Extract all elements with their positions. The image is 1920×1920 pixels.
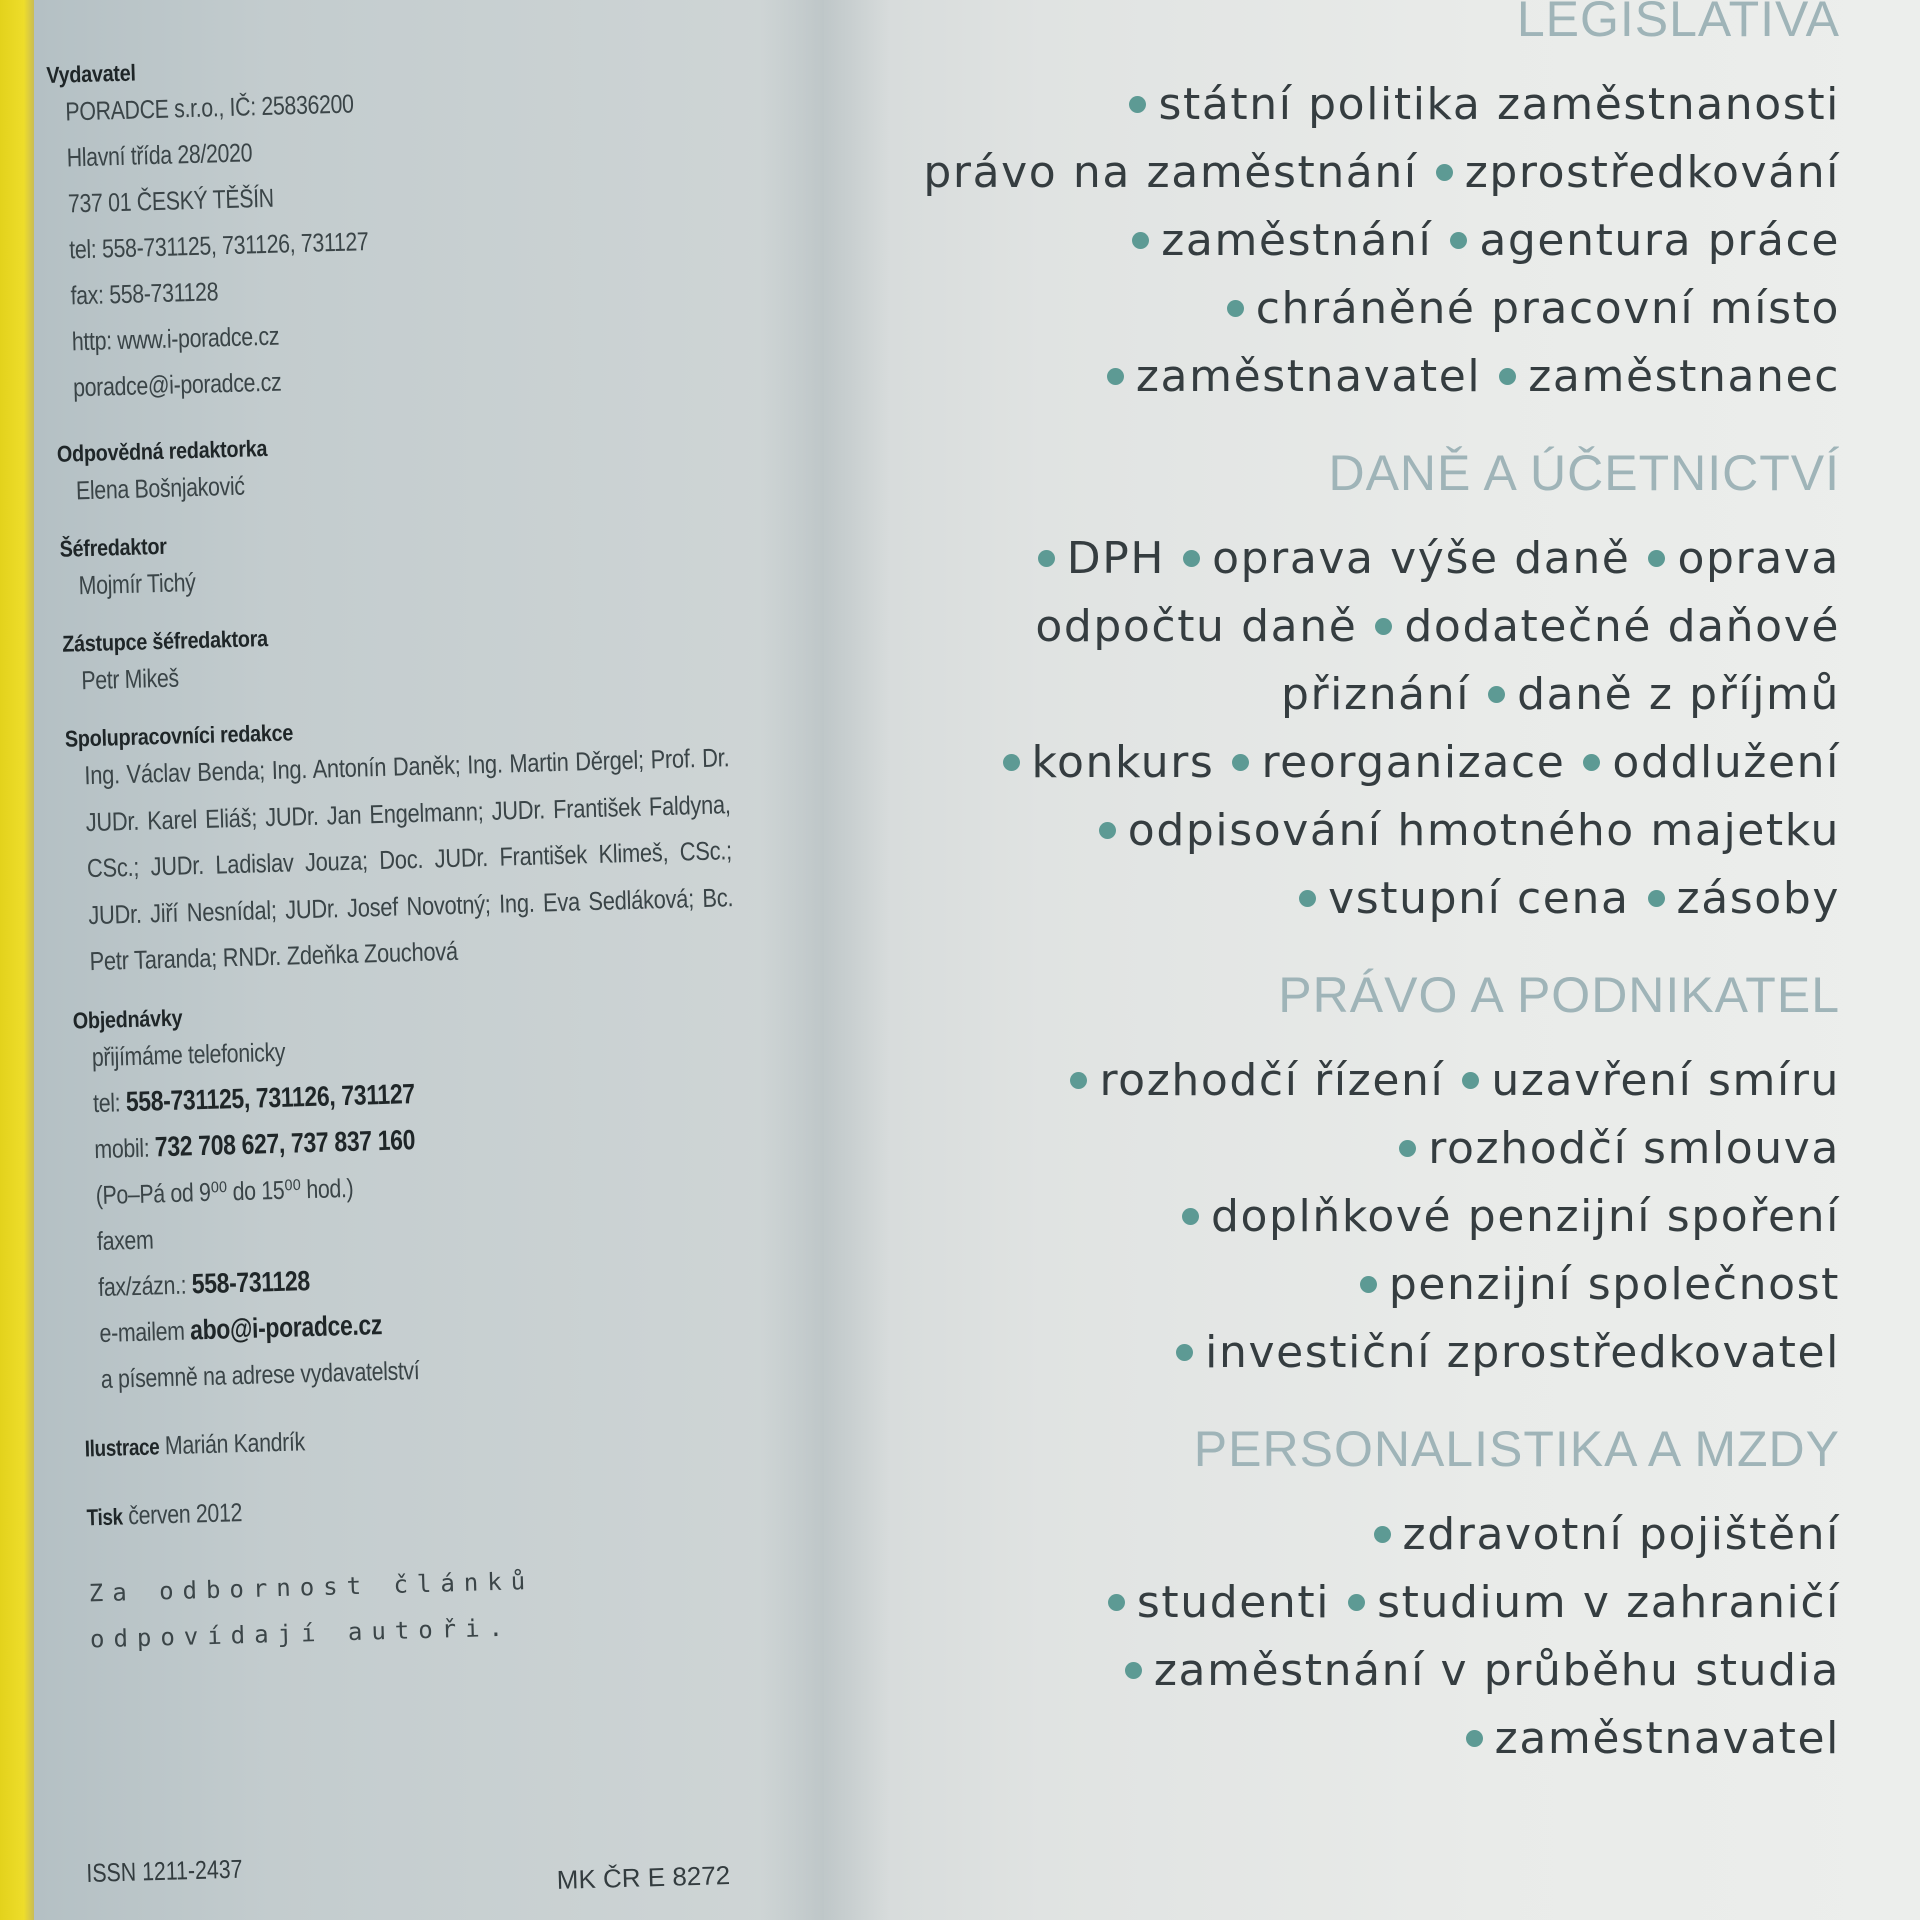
topic-item: přiznání — [1280, 669, 1471, 720]
topic-line — [800, 868, 1840, 930]
orders-block — [72, 987, 793, 1402]
topic-item: zaměstnanec — [1528, 351, 1840, 402]
orders-email-label: e-mailem — [99, 1315, 185, 1348]
topics-column — [800, 0, 1840, 1804]
bullet-icon — [1488, 686, 1505, 703]
topic-line — [800, 800, 1840, 862]
orders-fax-intro: faxem — [96, 1223, 154, 1256]
page-edge-strip — [0, 0, 34, 1920]
bullet-icon — [1648, 890, 1665, 907]
editor-heading: Odpovědná redaktorka — [56, 434, 268, 467]
topic-item: zprostředkování — [1464, 147, 1840, 198]
topic-item: státní politika zaměstnanosti — [1158, 79, 1840, 130]
topic-line — [800, 732, 1840, 794]
topic-item: doplňkové penzijní spoření — [1210, 1191, 1840, 1242]
orders-fax-label: fax/zázn.: — [97, 1269, 187, 1302]
publisher-line: http: www.i-poradce.cz — [71, 320, 280, 357]
topic-item: zaměstnavatel — [1135, 351, 1482, 402]
topic-item: oprava výše daně — [1212, 533, 1631, 584]
topic-item: penzijní společnost — [1388, 1259, 1840, 1310]
topic-item: oddlužení — [1612, 737, 1840, 788]
bullet-icon — [1374, 1526, 1391, 1543]
bullet-icon — [1129, 96, 1146, 113]
topic-item: vstupní cena — [1328, 873, 1630, 924]
orders-email-value: abo@i-poradce.cz — [189, 1308, 383, 1345]
topic-item: uzavření smíru — [1491, 1055, 1840, 1106]
bullet-icon — [1436, 164, 1453, 181]
imprint-column — [46, 42, 800, 1662]
topic-line — [800, 210, 1840, 272]
section-title: LEGISLATIVA — [1516, 0, 1840, 47]
topic-lines — [800, 74, 1840, 408]
topic-item: dodatečné daňové — [1404, 601, 1840, 652]
topic-lines — [800, 1504, 1840, 1770]
topic-line — [800, 1118, 1840, 1180]
publisher-line: poradce@i-poradce.cz — [72, 366, 282, 403]
bullet-icon — [1227, 300, 1244, 317]
bullet-icon — [1375, 618, 1392, 635]
bullet-icon — [1583, 754, 1600, 771]
bullet-icon — [1038, 550, 1055, 567]
topic-line — [800, 1572, 1840, 1634]
mk-registration: MK ČR E 8272 — [556, 1860, 731, 1895]
topic-line — [800, 74, 1840, 136]
topic-item: zaměstnání — [1161, 215, 1433, 266]
disclaimer-line-2: odpovídají autoři. — [89, 1613, 513, 1653]
publisher-line: 737 01 ČESKÝ TĚŠÍN — [67, 182, 275, 219]
bullet-icon — [1125, 1662, 1142, 1679]
orders-written: a písemně na adrese vydavatelství — [100, 1354, 420, 1394]
bullet-icon — [1182, 1208, 1199, 1225]
topic-item: daně z příjmů — [1517, 669, 1840, 720]
illustration-label: Ilustrace — [84, 1432, 160, 1461]
topic-lines — [800, 528, 1840, 930]
section-personalistika-a-mzdy — [800, 1418, 1840, 1770]
publisher-line: tel: 558-731125, 731126, 731127 — [68, 226, 369, 265]
publisher-line: Hlavní třída 28/2020 — [66, 137, 253, 173]
bullet-icon — [1466, 1730, 1483, 1747]
bullet-icon — [1003, 754, 1020, 771]
section-title: DANĚ A ÚČETNICTVÍ — [1328, 445, 1840, 501]
print-label: Tisk — [86, 1502, 124, 1530]
topic-line — [800, 1186, 1840, 1248]
bullet-icon — [1348, 1594, 1365, 1611]
bullet-icon — [1070, 1072, 1087, 1089]
topic-line — [800, 1322, 1840, 1384]
bullet-icon — [1648, 550, 1665, 567]
bullet-icon — [1299, 890, 1316, 907]
bullet-icon — [1132, 232, 1149, 249]
orders-hours: (Po–Pá od 9⁰⁰ do 15⁰⁰ hod.) — [95, 1172, 354, 1210]
orders-mobile-value: 732 708 627, 737 837 160 — [154, 1123, 416, 1162]
bullet-icon — [1399, 1140, 1416, 1157]
bullet-icon — [1183, 550, 1200, 567]
illustration-name: Marián Kandrík — [164, 1425, 306, 1460]
topic-item: studium v zahraničí — [1377, 1577, 1840, 1628]
topic-item: odpočtu daně — [1035, 601, 1358, 652]
topic-item: studenti — [1136, 1577, 1331, 1628]
topic-item: oprava — [1677, 533, 1840, 584]
bullet-icon — [1360, 1276, 1377, 1293]
topic-item: zaměstnavatel — [1494, 1713, 1840, 1764]
section-title: PRÁVO A PODNIKATEL — [1278, 967, 1840, 1023]
topic-item: právo na zaměstnání — [923, 147, 1418, 198]
bullet-icon — [1450, 232, 1467, 249]
deputy-editor-name: Petr Mikeš — [80, 662, 180, 696]
orders-tel-value: 558-731125, 731126, 731127 — [125, 1077, 416, 1117]
publisher-heading: Vydavatel — [46, 59, 136, 88]
section-dane-a-ucetnictvi — [800, 442, 1840, 930]
topic-item: rozhodčí řízení — [1099, 1055, 1445, 1106]
publisher-line: PORADCE s.r.o., IČ: 25836200 — [65, 88, 354, 127]
orders-tel-label: tel: — [92, 1086, 121, 1118]
orders-heading: Objednávky — [72, 1004, 183, 1034]
topic-item: odpisování hmotného majetku — [1127, 805, 1840, 856]
topic-line — [800, 1708, 1840, 1770]
topic-item: konkurs — [1031, 737, 1215, 788]
topic-item: zaměstnání v průběhu studia — [1153, 1645, 1840, 1696]
bullet-icon — [1232, 754, 1249, 771]
topic-line — [800, 1050, 1840, 1112]
orders-fax-value: 558-731128 — [191, 1264, 311, 1299]
section-legislativa — [800, 0, 1840, 408]
bullet-icon — [1108, 1594, 1125, 1611]
bullet-icon — [1099, 822, 1116, 839]
topic-item: zdravotní pojištění — [1402, 1509, 1840, 1560]
topic-line — [800, 1254, 1840, 1316]
topic-item: zásoby — [1676, 873, 1840, 924]
topic-lines — [800, 1050, 1840, 1384]
topic-line — [800, 1640, 1840, 1702]
disclaimer-line-1: Za odbornost článků — [88, 1566, 535, 1607]
chief-editor-name: Mojmír Tichý — [78, 567, 196, 601]
topic-item: agentura práce — [1479, 215, 1840, 266]
topic-line — [800, 278, 1840, 340]
bullet-icon — [1176, 1344, 1193, 1361]
topic-line — [800, 596, 1840, 658]
topic-item: rozhodčí smlouva — [1428, 1123, 1840, 1174]
section-title: PERSONALISTIKA A MZDY — [1193, 1421, 1840, 1477]
issn: ISSN 1211-2437 — [86, 1853, 243, 1888]
topic-line — [800, 664, 1840, 726]
orders-mobile-label: mobil: — [93, 1132, 150, 1164]
topic-line — [800, 142, 1840, 204]
topic-line — [800, 528, 1840, 590]
topic-item: chráněné pracovní místo — [1255, 283, 1840, 334]
orders-phone-intro: přijímáme telefonicky — [91, 1036, 286, 1072]
topic-item: reorganizace — [1261, 737, 1566, 788]
topic-line — [800, 346, 1840, 408]
topic-item: DPH — [1066, 533, 1166, 584]
contributors-block — [65, 706, 782, 985]
topic-item: investiční zprostředkovatel — [1205, 1327, 1840, 1378]
contributors-list: Ing. Václav Benda; Ing. Antonín Daněk; Ing. Martin Děrgel; Prof. Dr. JUDr. Karel Eliáš; JUDr. Jan Engelmann; JUDr. František Faldyna, CSc.; JUDr. Ladislav Jouza; Doc. JUDr. František Klimeš, CSc.; JUDr. Jiří Nesnídal; JUDr. Josef Novotný; Ing. Eva Sedláková; Bc. Petr Taranda; RNDr. Zdeňka Zouchová — [83, 742, 734, 977]
topic-line — [800, 1504, 1840, 1566]
section-pravo-a-podnikatel — [800, 964, 1840, 1384]
bullet-icon — [1499, 368, 1516, 385]
deputy-editor-heading: Zástupce šéfredaktora — [61, 625, 269, 657]
editor-name: Elena Bošnjaković — [75, 470, 246, 506]
contributors-heading: Spolupracovníci redakce — [64, 719, 294, 752]
publisher-line: fax: 558-731128 — [70, 276, 219, 311]
publisher-block — [46, 42, 765, 411]
chief-editor-heading: Šéfredaktor — [59, 532, 168, 562]
bullet-icon — [1462, 1072, 1479, 1089]
bullet-icon — [1107, 368, 1124, 385]
print-date: červen 2012 — [127, 1496, 243, 1530]
